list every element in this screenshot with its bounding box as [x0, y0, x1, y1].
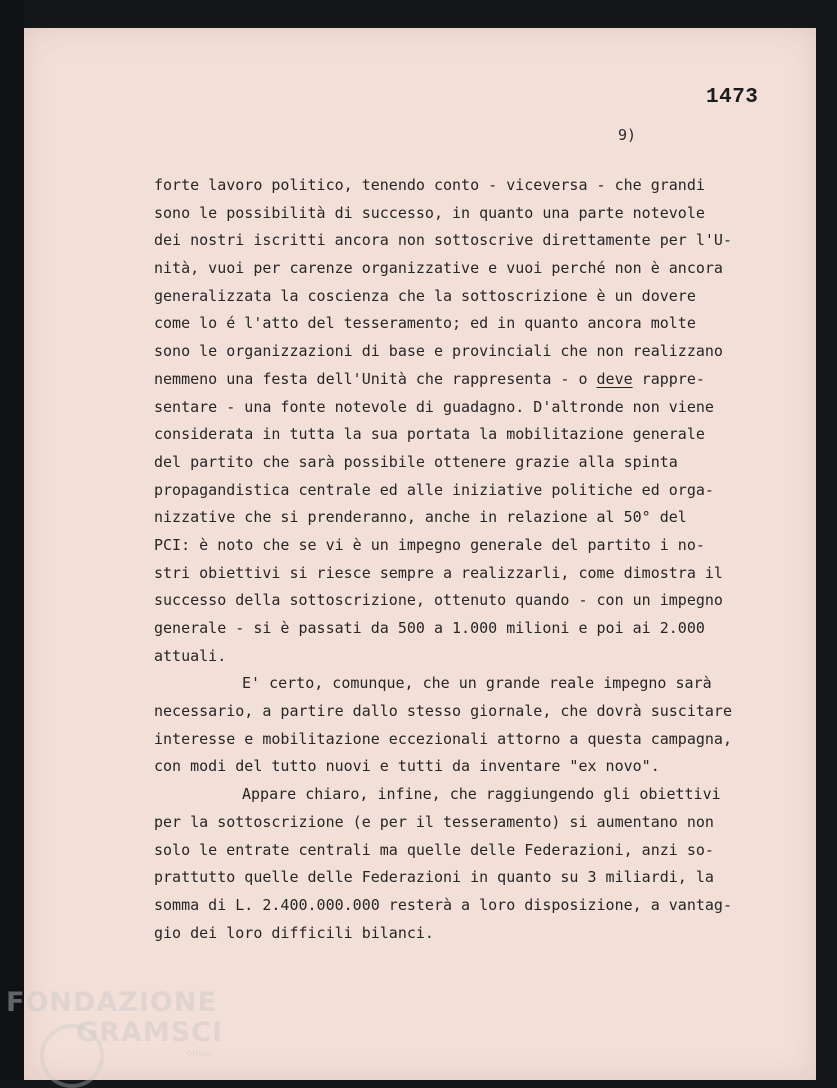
fondazione-gramsci-watermark: [6, 987, 224, 1059]
typewritten-body: [154, 172, 774, 947]
text-line: gio dei loro difficili bilanci.: [154, 923, 434, 942]
text-line: solo le entrate centrali ma quelle delle Federazioni, anzi so-: [154, 840, 714, 859]
text-line: forte lavoro politico, tenendo conto - viceversa - che grandi: [154, 176, 705, 194]
text-line: come lo é l'atto del tesseramento; ed in quanto ancora molte: [154, 314, 696, 333]
text-line: successo della sottoscrizione, ottenuto quando - con un impegno: [154, 591, 723, 610]
text-line: sentare - una fonte notevole di guadagno. D'altronde non viene: [154, 397, 714, 416]
page-number: 1473: [706, 86, 759, 109]
text-line: somma di L. 2.400.000.000 resterà a loro disposizione, a vantag-: [154, 895, 732, 914]
text-line: dei nostri iscritti ancora non sottoscrive direttamente per l'U-: [154, 231, 732, 250]
text-line: interesse e mobilitazione eccezionali attorno a questa campagna,: [154, 729, 732, 748]
text-line: attuali.: [154, 646, 227, 665]
text-line: del partito che sarà possibile ottenere grazie alla spinta: [154, 452, 678, 471]
text-line: prattutto quelle delle Federazioni in quanto su 3 miliardi, la: [154, 868, 714, 887]
text-line: sono le possibilità di successo, in quanto una parte notevole: [154, 203, 705, 222]
watermark-logo-ring: [40, 1024, 104, 1088]
text-line: [154, 366, 774, 394]
scanner-left-border: [0, 0, 24, 1080]
text-line: nità, vuoi per carenze organizzative e vuoi perché non è ancora: [154, 259, 723, 278]
text-line: PCI: è noto che se vi è un impegno generale del partito i no-: [154, 535, 705, 554]
text-line: necessario, a partire dallo stesso giornale, che dovrà suscitare: [154, 702, 732, 721]
text-line: per la sottoscrizione (e per il tesseramento) si aumentano non: [154, 812, 714, 831]
text-line: stri obiettivi si riesce sempre a realizzarli, come dimostra il: [154, 563, 723, 582]
underlined-word: deve: [596, 369, 633, 388]
section-number: 9): [618, 126, 637, 144]
watermark-line-1: FONDAZIONE: [6, 987, 217, 1018]
text-line: propagandistica centrale ed alle iniziative politiche ed orga-: [154, 480, 714, 499]
text-segment: nemmeno una festa dell'Unità che rappresenta - o: [154, 369, 597, 388]
text-line: E' certo, comunque, che un grande reale impegno sarà: [242, 674, 712, 693]
text-line: considerata in tutta la sua portata la mobilitazione generale: [154, 425, 705, 444]
text-segment: rappre-: [632, 369, 705, 388]
text-line: sono le organizzazioni di base e provinciali che non realizzano: [154, 342, 723, 361]
text-line: generale - si è passati da 500 a 1.000 milioni e poi ai 2.000: [154, 619, 705, 637]
watermark-line-2: GRAMSCI: [76, 1017, 224, 1048]
text-line: generalizzata la coscienza che la sottoscrizione è un dovere: [154, 286, 696, 305]
text-line: nizzative che si prenderanno, anche in relazione al 50° del: [154, 508, 687, 527]
text-line: Appare chiaro, infine, che raggiungendo gli obiettivi: [242, 785, 721, 804]
watermark-onlus: onlus: [186, 1048, 213, 1059]
text-line: con modi del tutto nuovi e tutti da inventare "ex novo".: [154, 757, 660, 776]
